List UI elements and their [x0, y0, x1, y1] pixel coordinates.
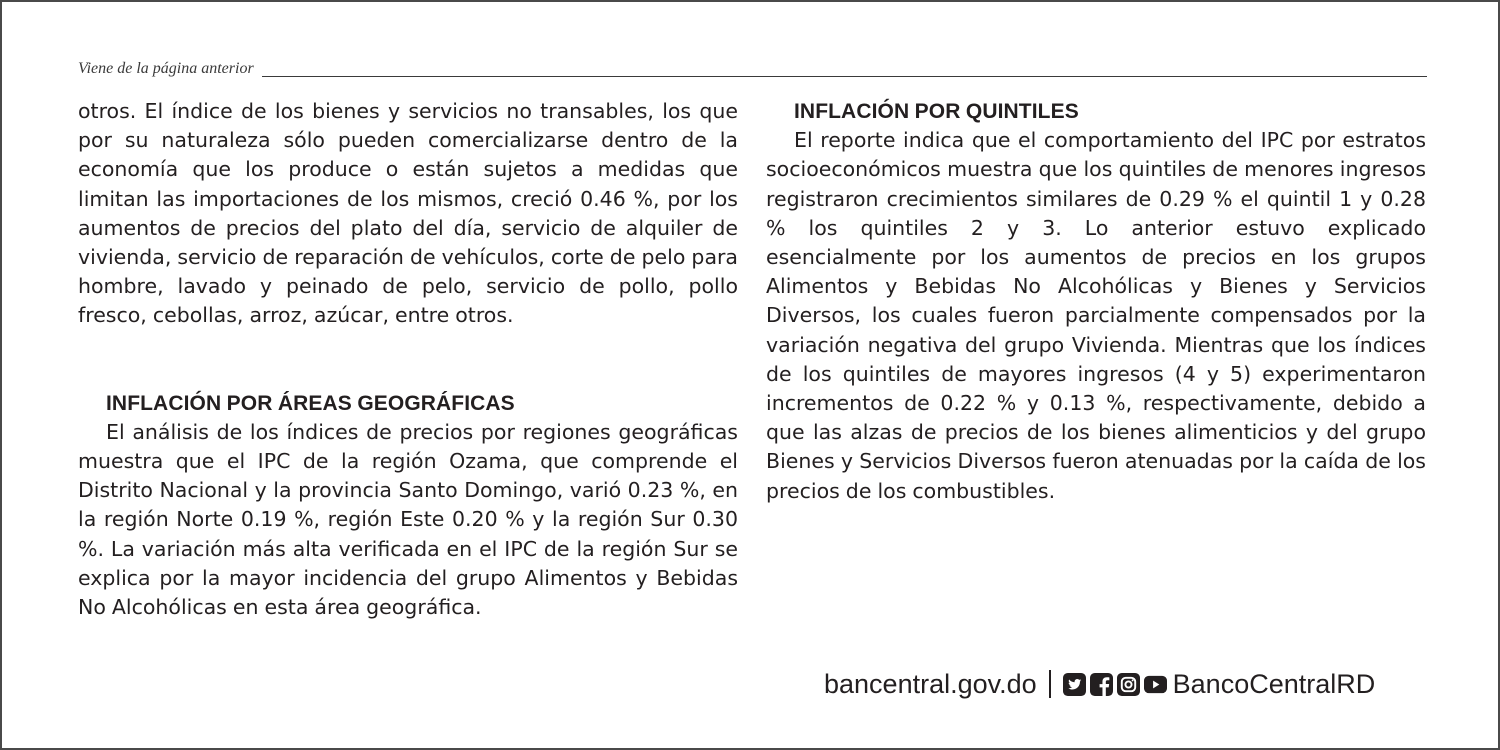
right-column: [766, 97, 1426, 506]
running-head-rule: [262, 76, 1427, 77]
running-head-text: Viene de la página anterior: [78, 60, 254, 77]
footer: [824, 664, 1375, 704]
section-heading-areas: INFLACIÓN POR ÁREAS GEOGRÁFICAS: [106, 391, 515, 415]
website-link[interactable]: bancentral.gov.do: [824, 668, 1037, 699]
continuation-paragraph: otros. El índice de los bienes y servicios no transables, los que por su naturaleza sólo pueden comercializarse dentro de la economía que los produce o están sujetos a medidas que limitan las importaciones de los mismos, creció 0.46 %, por los aumentos de precios del plato del día, servicio de alquiler de vivienda, servicio de reparación de vehículos, corte de pelo para hombre, lavado y peinado de pelo, servicio de pollo, pollo fresco, cebollas, arroz, azúcar, entre otros.: [78, 99, 738, 328]
running-head: [78, 59, 1427, 79]
section-heading-quintiles: INFLACIÓN POR QUINTILES: [794, 100, 1079, 123]
twitter-icon[interactable]: [1063, 673, 1086, 696]
section-spacer: [78, 331, 738, 389]
instagram-icon[interactable]: [1117, 673, 1140, 696]
left-column: [78, 97, 738, 622]
section-body-areas: El análisis de los índices de precios por regiones geográficas muestra que el IPC de la región Ozama, que comprende el Distrito Nacional y la provincia Santo Domingo, varió 0.23 %, en la región Norte 0.19 %, región Este 0.20 % y la región Sur 0.30 %. La variación más alta verificada en el IPC de la región Sur se explica por la mayor incidencia del grupo Alimentos y Bebidas No Alcohólicas en esta área geográfica.: [78, 419, 738, 620]
social-icons: [1063, 673, 1167, 696]
footer-separator: [1049, 670, 1051, 698]
youtube-icon[interactable]: [1144, 673, 1167, 696]
social-handle: BancoCentralRD: [1172, 668, 1376, 699]
section-body-quintiles: El reporte indica que el comportamiento del IPC por estratos socioeconómicos muestra que los quintiles de menores ingresos registraron crecimientos similares de 0.29 % el quintil 1 y 0.28 % los quintiles 2 y 3. Lo anterior estuvo explicado esencialmente por los aumentos de precios en los grupos Alimentos y Bebidas No Alcohólicas y Bienes y Servicios Diversos, los cuales fueron parcialmente compensados por la variación negativa del grupo Vivienda. Mientras que los índices de los quintiles de mayores ingresos (4 y 5) experimentaron incrementos de 0.22 % y 0.13 %, respectivamente, debido a que las alzas de precios de los bienes alimenticios y del grupo Bienes y Servicios Diversos fueron atenuadas por la caída de los precios de los combustibles.: [766, 128, 1426, 503]
facebook-icon[interactable]: [1090, 673, 1113, 696]
